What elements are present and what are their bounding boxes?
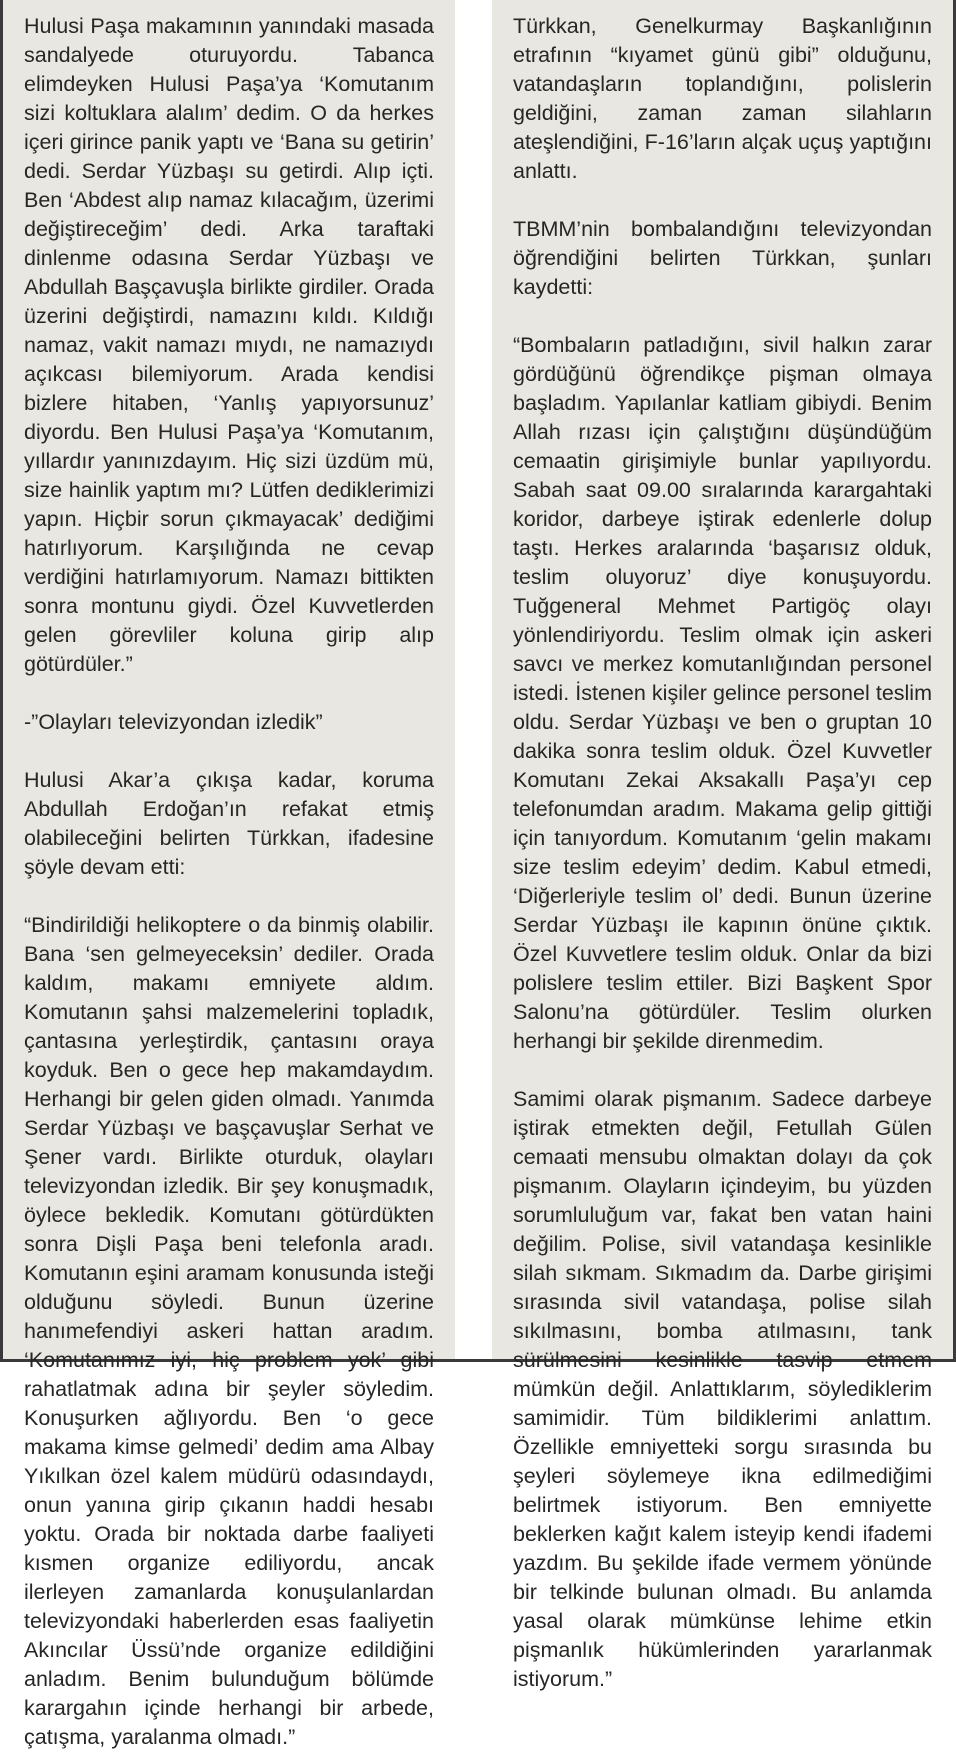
section-subheading: -”Olayları televizyondan izledik” — [24, 710, 323, 734]
right-column — [492, 0, 953, 1691]
left-column — [3, 0, 455, 1749]
paragraph: “Bombaların patladığını, sivil halkın zarar gördüğünü öğrendikçe pişman olmaya başladım. Yapılanlar katliam gibiydi. Benim Allah rızası için çalıştığını düşündüğüm cemaatin girişimiyle bunlar yapılıyordu. Sabah saat 09.00 sıralarında karargahtaki koridor, darbeye iştirak edenlerle dolup taştı. Herkes aralarında ‘başarısız olduk, teslim oluyoruz’ diye konuşuyordu. Tuğgeneral Mehmet Partigöç olayı yönlendiriyordu. Teslim olmak için askeri savcı ve merkez komutanlığından personel istedi. İstenen kişiler gelince personel teslim oldu. Serdar Yüzbaşı ve ben o gruptan 10 dakika sonra teslim olduk. Özel Kuvvetler Komutanı Zekai Aksakallı Paşa’yı cep telefonumdan aradım. Makama gelip gittiği için tanıyordum. Komutanım ‘gelin makamı size teslim edeyim’ dedim. Kabul etmedi, ‘Diğerleriyle teslim ol’ dedi. Bunun üzerine Serdar Yüzbaşı ile kapının önüne çıktık. Özel Kuvvetlere teslim olduk. Onlar da bizi polislere teslim ettiler. Bizi Başkent Spor Salonu’na götürdüler. Teslim olurken herhangi bir şekilde direnmedim. — [513, 333, 932, 1053]
paragraph: “Bindirildiği helikoptere o da binmiş olabilir. Bana ‘sen gelmeyeceksin’ dediler. Orada kaldım, makamı emniyete aldım. Komutanın şahsi malzemelerini topladık, çantasına yerleştirdik, çantasını oraya koyduk. Ben o gece hep makamdaydım. Herhangi bir gelen giden olmadı. Yanımda Serdar Yüzbaşı ve başçavuşlar Serhat ve Şener vardı. Birlikte oturduk, olayları televizyondan izledik. Bir şey konuşmadık, öylece bekledik. Komutanı götürdükten sonra Dişli Paşa beni telefonla aradı. Komutanın eşini aramam konusunda isteği olduğunu söyledi. Bunun üzerine hanımefendiyi askeri hattan aradım. ‘Komutanımız iyi, hiç problem yok’ gibi rahatlatmak adına bir şeyler söyledim. Konuşurken ağlıyordu. Ben ‘o gece makama kimse gelmedi’ dedim ama Albay Yıkılkan özel kalem müdürü odasındaydı, onun yanına girip çıkanın haddi hesabı yoktu. Orada bir noktada darbe faaliyeti kısmen organize ediliyordu, ancak ilerleyen zamanlarda konuşulanlardan televizyondaki haberlerden esas faaliyetin Akıncılar Üssü’nde organize edildiğini anladım. Benim bulunduğum bölümde karargahın içinde herhangi bir arbede, çatışma, yaralanma olmadı.” — [24, 913, 434, 1749]
paragraph: Türkkan, Genelkurmay Başkanlığının etrafının “kıyamet günü gibi” olduğunu, vatandaşların toplandığını, polislerin geldiğini, zaman zaman silahların ateşlendiğini, F-16’ların alçak uçuş yaptığını anlattı. — [513, 14, 932, 183]
paragraph: Hulusi Akar’a çıkışa kadar, koruma Abdullah Erdoğan’ın refakat etmiş olabileceğini belirten Türkkan, ifadesine şöyle devam etti: — [24, 768, 434, 879]
paragraph: TBMM’nin bombalandığını televizyondan öğrendiğini belirten Türkkan, şunları kaydetti: — [513, 217, 932, 299]
column-gutter — [455, 0, 492, 1359]
paragraph: Hulusi Paşa makamının yanındaki masada sandalyede oturuyordu. Tabanca elimdeyken Hulusi Paşa’ya ‘Komutanım sizi koltuklara alalım’ dedim. O da herkes içeri girince panik yaptı ve ‘Bana su getirin’ dedi. Serdar Yüzbaşı su getirdi. Alıp içti. Ben ‘Abdest alıp namaz kılacağım, üzerimi değiştireceğim’ dedi. Arka taraftaki dinlenme odasına Serdar Yüzbaşı ve Abdullah Başçavuşla birlikte girdiler. Orada üzerini değiştirdi, namazını kıldı. Kıldığı namaz, vakit namazı mıydı, ne namazıydı açıkcası bilemiyorum. Arada kendisi bizlere hitaben, ‘Yanlış yapıyorsunuz’ diyordu. Ben Hulusi Paşa’ya ‘Komutanım, yıllardır yanınızdayım. Hiç sizi üzdüm mü, size hainlik yaptım mı? Lütfen dediklerimizi yapın. Hiçbir sorun çıkmayacak’ dediğimi hatırlıyorum. Karşılığında ne cevap verdiğini hatırlamıyorum. Namazı bittikten sonra montunu giydi. Özel Kuvvetlerden gelen görevliler koluna girip alıp götürdüler.” — [24, 14, 434, 676]
paragraph: Samimi olarak pişmanım. Sadece darbeye iştirak etmekten değil, Fetullah Gülen cemaati mensubu olmaktan dolayı da çok pişmanım. Olayların içindeyim, bu yüzden sorumluluğum var, fakat ben vatan haini değilim. Polise, sivil vatandaşa kesinlikle silah sıkmam. Sıkmadım da. Darbe girişimi sırasında sivil vatandaşa, polise silah sıkılmasını, bomba atılmasını, tank sürülmesini kesinlikle tasvip etmem mümkün değil. Anlattıklarım, söylediklerim samimidir. Tüm bildiklerimi anlattım. Özellikle emniyetteki sorgu sırasında bu şeyleri söylemeye ikna edilmediğimi belirtmek istiyorum. Ben emniyette beklerken kağıt kalem isteyip kendi ifademi yazdım. Bu şekilde ifade vermem yönünde bir telkinde bulunan olmadı. Bu anlamda yasal olarak mümkünse lehime etkin pişmanlık hükümlerinden yararlanmak istiyorum.” — [513, 1087, 932, 1691]
